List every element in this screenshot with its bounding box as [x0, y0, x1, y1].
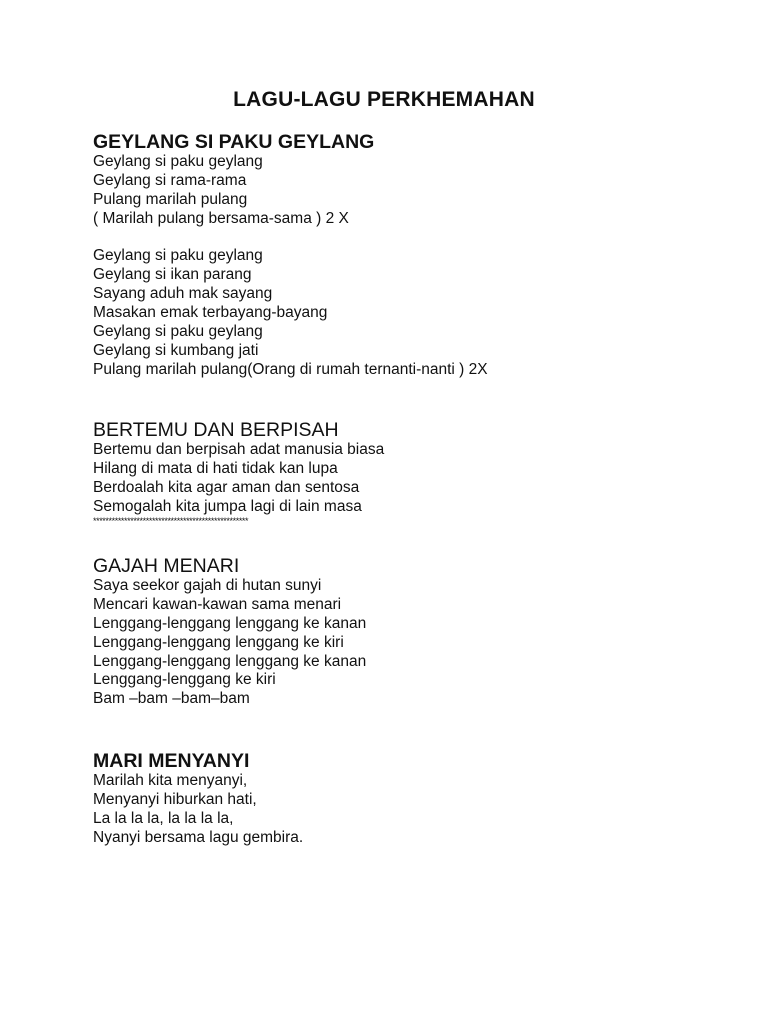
lyric-line: Lenggang-lenggang lenggang ke kanan	[93, 614, 367, 632]
document-title: LAGU-LAGU PERKHEMAHAN	[233, 88, 535, 111]
lyric-line: Geylang si ikan parang	[93, 266, 252, 284]
lyric-line: Lenggang-lenggang lenggang ke kiri	[93, 633, 344, 651]
lyric-line: Geylang si paku geylang	[93, 323, 263, 341]
song-gajah-menari	[93, 555, 733, 709]
lyric-line: Geylang si paku geylang	[93, 153, 263, 170]
song-geylang-si-paku-geylang	[93, 131, 733, 380]
lyric-line: Lenggang-lenggang ke kiri	[93, 671, 276, 689]
lyric-line: Hilang di mata di hati tidak kan lupa	[93, 459, 338, 477]
lyric-line: Menyanyi hiburkan hati,	[93, 790, 257, 808]
lyric-line: Masakan emak terbayang-bayang	[93, 304, 328, 322]
lyric-line: Semogalah kita jumpa lagi di lain masa	[93, 497, 362, 515]
song-lines	[93, 441, 733, 517]
lyric-line: Sayang aduh mak sayang	[93, 285, 273, 303]
lyric-line: Berdoalah kita agar aman dan sentosa	[93, 478, 360, 496]
lyric-line: Saya seekor gajah di hutan sunyi	[93, 577, 322, 594]
lyric-line: Nyanyi bersama lagu gembira.	[93, 828, 304, 846]
lyric-line: Geylang si paku geylang	[93, 247, 263, 265]
lyric-line: Geylang si kumbang jati	[93, 341, 259, 359]
lyric-line: La la la la, la la la la,	[93, 809, 234, 827]
lyric-line: Bam –bam –bam–bam	[93, 690, 250, 708]
stanza-gap	[93, 229, 733, 248]
lyric-line: Bertemu dan berpisah adat manusia biasa	[93, 441, 385, 458]
lyric-line: Mencari kawan-kawan sama menari	[93, 595, 342, 613]
song-stanza-2	[93, 247, 733, 379]
song-bertemu-dan-berpisah	[93, 419, 733, 525]
lyric-line: Pulang marilah pulang	[93, 190, 248, 208]
song-mari-menyanyi	[93, 750, 733, 848]
song-title: BERTEMU DAN BERPISAH	[93, 419, 339, 441]
lyric-line: Pulang marilah pulang(Orang di rumah ternanti-nanti ) 2X	[93, 360, 488, 378]
lyric-line: Lenggang-lenggang lenggang ke kanan	[93, 652, 367, 670]
song-lines	[93, 772, 733, 848]
song-lines	[93, 577, 733, 709]
separator-asterisks: **************************************************	[93, 516, 249, 525]
song-stanza-1	[93, 153, 733, 229]
lyric-line: ( Marilah pulang bersama-sama ) 2 X	[93, 209, 349, 227]
song-title: MARI MENYANYI	[93, 750, 250, 772]
lyric-line: Geylang si rama-rama	[93, 171, 247, 189]
song-title: GAJAH MENARI	[93, 555, 240, 577]
song-title: GEYLANG SI PAKU GEYLANG	[93, 131, 375, 153]
lyric-line: Marilah kita menyanyi,	[93, 772, 248, 789]
